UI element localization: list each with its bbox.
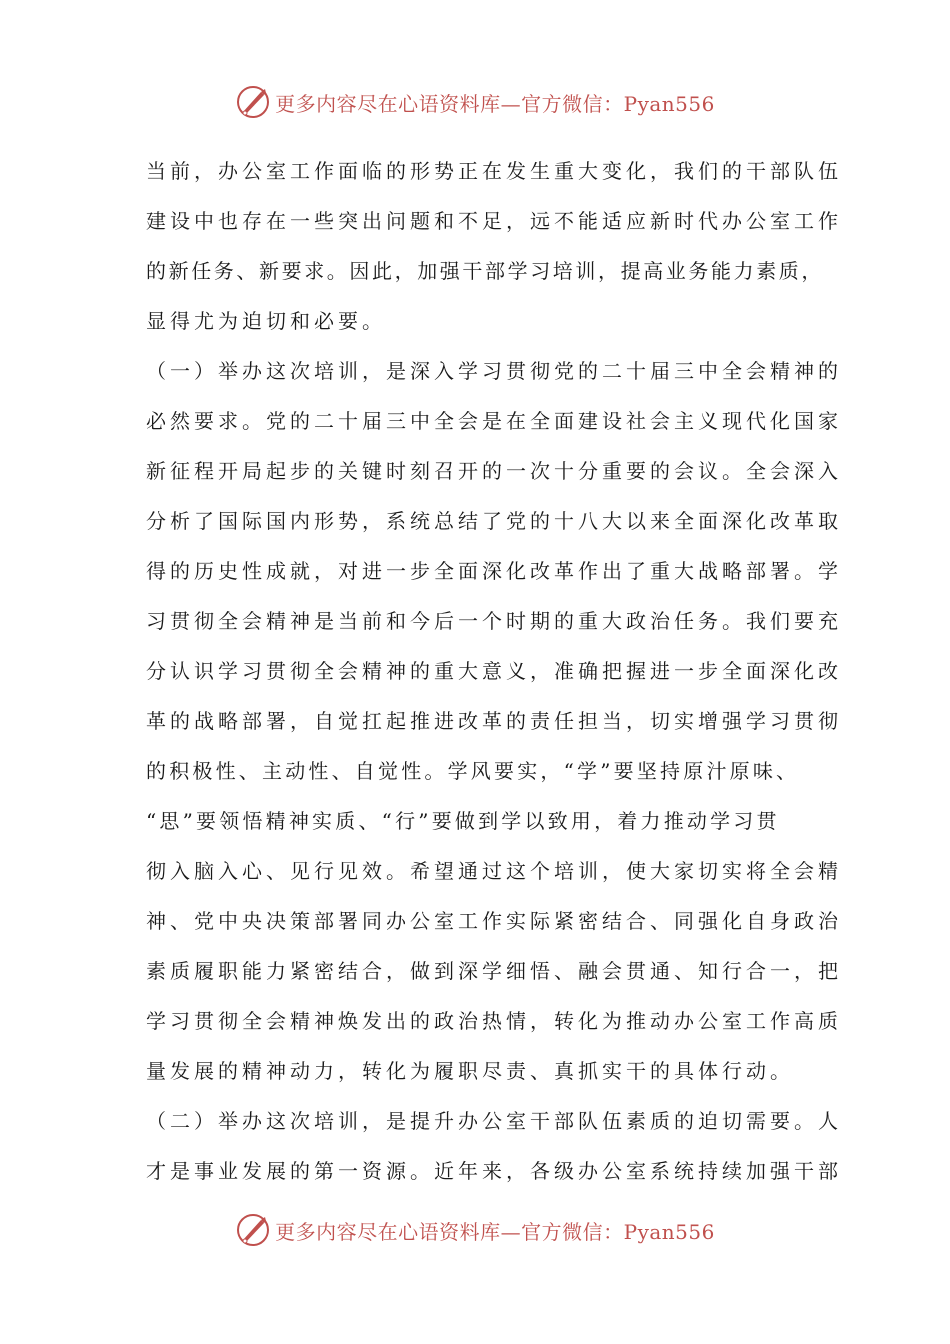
text-line: 的新任务、新要求。因此，加强干部学习培训，提高业务能力素质， bbox=[146, 259, 824, 283]
quill-pen-logo-icon bbox=[235, 84, 271, 120]
paragraph-heading-1: （一）举办这次培训，是深入学习贯彻党的二十届三中全会精神的 bbox=[146, 359, 842, 383]
text-line: 彻入脑入心、见行见效。希望通过这个培训，使大家切实将全会精 bbox=[146, 859, 842, 883]
text-line: 分认识学习贯彻全会精神的重大意义，准确把握进一步全面深化改 bbox=[146, 659, 842, 683]
text-line: 得的历史性成就，对进一步全面深化改革作出了重大战略部署。学 bbox=[146, 559, 842, 583]
text-line: 革的战略部署，自觉扛起推进改革的责任担当，切实增强学习贯彻 bbox=[146, 709, 842, 733]
text-line: 建设中也存在一些突出问题和不足，远不能适应新时代办公室工作 bbox=[146, 209, 842, 233]
text-line: 当前，办公室工作面临的形势正在发生重大变化，我们的干部队伍 bbox=[146, 159, 842, 183]
paragraph-heading-2: （二）举办这次培训，是提升办公室干部队伍素质的迫切需要。人 bbox=[146, 1109, 842, 1133]
text-line: 分析了国际国内形势，系统总结了党的十八大以来全面深化改革取 bbox=[146, 509, 842, 533]
quill-pen-logo-icon bbox=[235, 1212, 271, 1248]
text-line: 的积极性、主动性、自觉性。学风要实，“学”要坚持原汁原味、 bbox=[146, 759, 800, 783]
footer-watermark-banner bbox=[0, 1208, 950, 1252]
document-body bbox=[146, 146, 842, 1196]
header-watermark-banner bbox=[0, 80, 950, 124]
header-watermark-text: 更多内容尽在心语资料库—官方微信：Pyan556 bbox=[275, 91, 715, 116]
text-line: 新征程开局起步的关键时刻召开的一次十分重要的会议。全会深入 bbox=[146, 459, 842, 483]
text-line: 必然要求。党的二十届三中全会是在全面建设社会主义现代化国家 bbox=[146, 409, 842, 433]
text-line: 才是事业发展的第一资源。近年来，各级办公室系统持续加强干部 bbox=[146, 1159, 842, 1183]
text-line: 神、党中央决策部署同办公室工作实际紧密结合、同强化自身政治 bbox=[146, 909, 842, 933]
text-line: 量发展的精神动力，转化为履职尽责、真抓实干的具体行动。 bbox=[146, 1059, 794, 1083]
text-line: “思”要领悟精神实质、“行”要做到学以致用，着力推动学习贯 bbox=[146, 809, 780, 833]
text-line: 学习贯彻全会精神焕发出的政治热情，转化为推动办公室工作高质 bbox=[146, 1009, 842, 1033]
text-line: 习贯彻全会精神是当前和今后一个时期的重大政治任务。我们要充 bbox=[146, 609, 842, 633]
text-line: 显得尤为迫切和必要。 bbox=[146, 309, 386, 333]
text-line: 素质履职能力紧密结合，做到深学细悟、融会贯通、知行合一，把 bbox=[146, 959, 842, 983]
footer-watermark-text: 更多内容尽在心语资料库—官方微信：Pyan556 bbox=[275, 1219, 715, 1244]
